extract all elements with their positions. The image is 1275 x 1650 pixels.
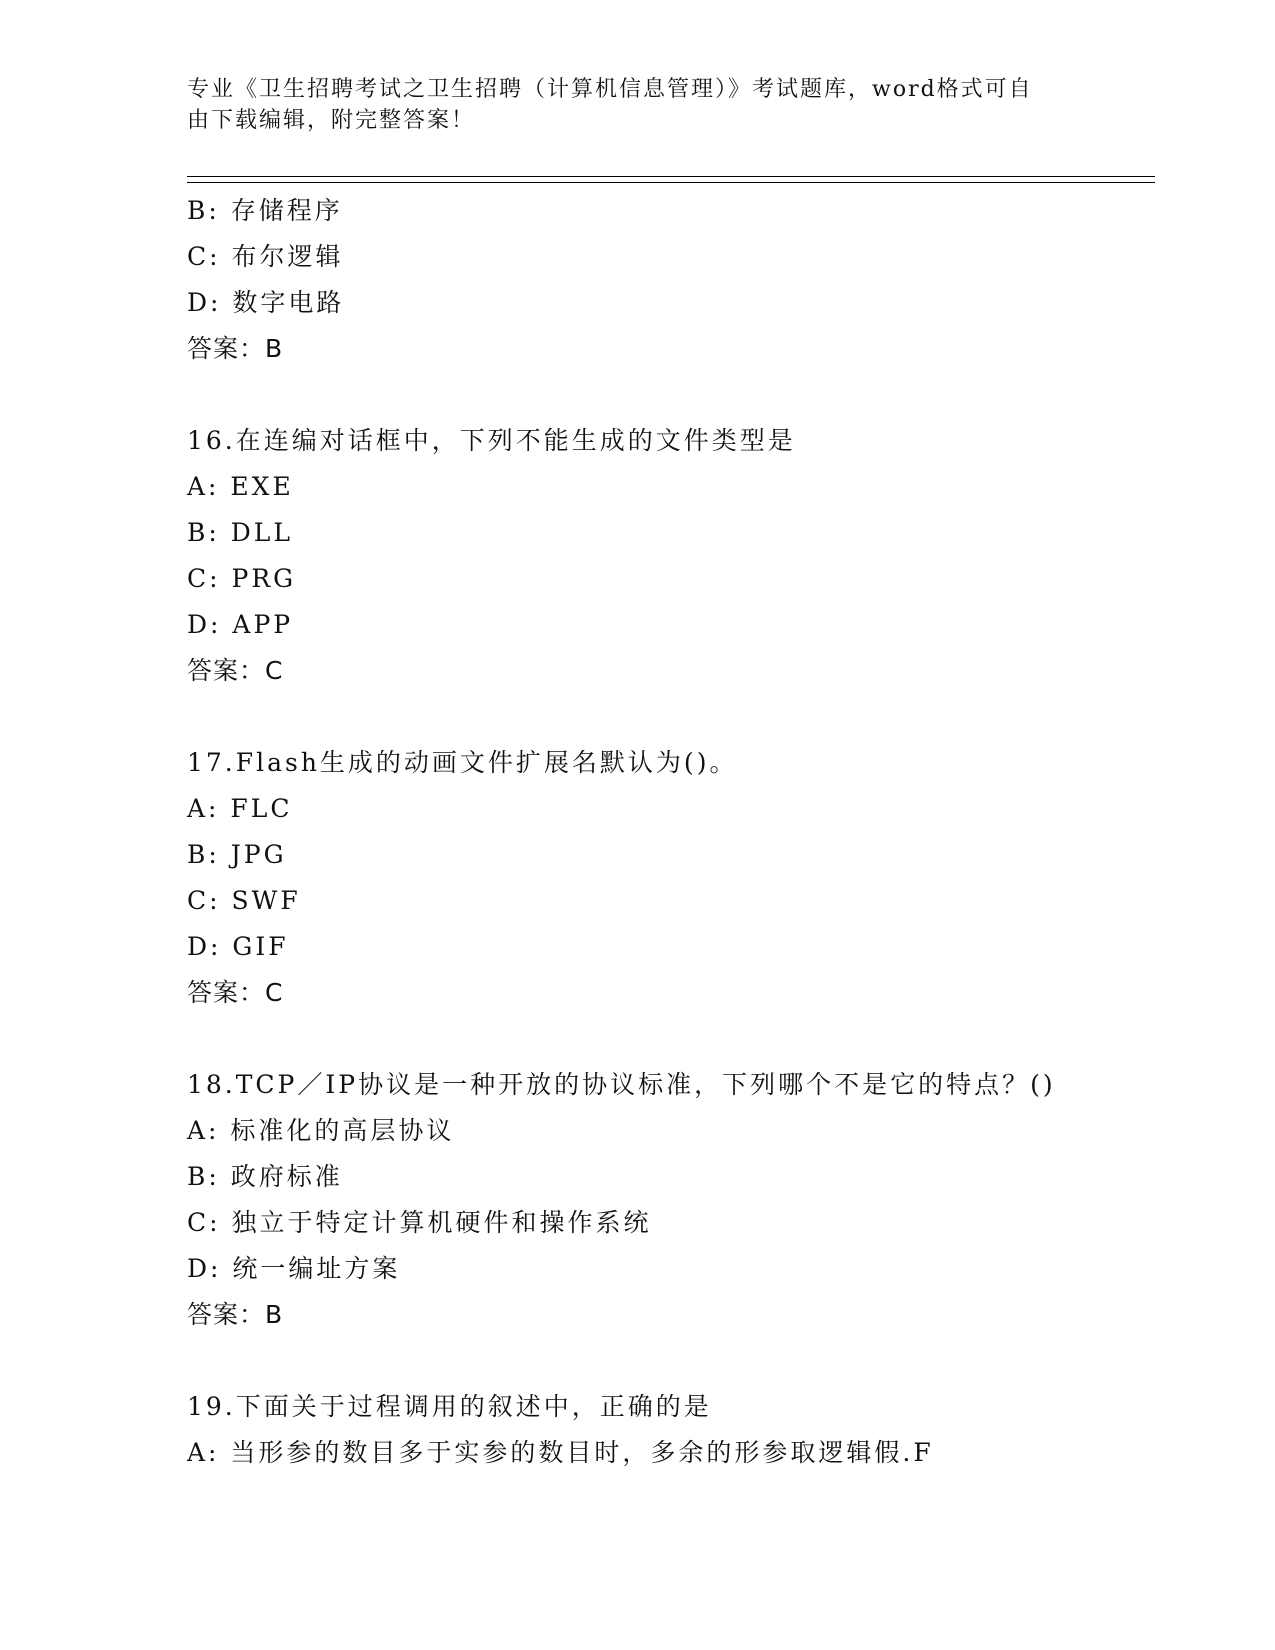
option-b: B: 政府标准 [187,1162,343,1191]
question-17 [187,740,1155,1016]
option-a: A: FLC [187,794,293,823]
question-19 [187,1384,1155,1476]
spacer [187,372,1155,418]
option-b: B: DLL [187,518,293,547]
question-list [187,188,1155,1476]
header-divider-top [187,176,1155,177]
header-title-line-1: 专业《卫生招聘考试之卫生招聘（计算机信息管理）》考试题库，word格式可自 [187,77,1033,102]
question-16 [187,418,1155,694]
answer-line: 答案：C [187,978,284,1007]
header-divider-bottom [187,182,1155,183]
answer-line: 答案：C [187,656,284,685]
option-b: B: 存储程序 [187,196,343,225]
document-header [187,74,1087,136]
option-d: D: 数字电路 [187,288,345,317]
spacer [187,1016,1155,1062]
option-c: C: PRG [187,564,297,593]
question-stem: 19.下面关于过程调用的叙述中，正确的是 [187,1392,712,1421]
header-title-line-2: 由下载编辑，附完整答案！ [187,108,476,133]
option-c: C: 独立于特定计算机硬件和操作系统 [187,1208,652,1237]
question-15-continued [187,188,1155,372]
option-b: B: JPG [187,840,287,869]
answer-line: 答案：B [187,1300,284,1329]
answer-line: 答案：B [187,334,284,363]
option-c: C: 布尔逻辑 [187,242,344,271]
question-stem: 18.TCP／IP协议是一种开放的协议标准，下列哪个不是它的特点？() [187,1070,1056,1099]
option-a: A: EXE [187,472,294,501]
option-c: C: SWF [187,886,301,915]
option-a: A: 标准化的高层协议 [187,1116,455,1145]
spacer [187,1338,1155,1384]
option-a: A: 当形参的数目多于实参的数目时，多余的形参取逻辑假.F [187,1438,934,1467]
option-d: D: 统一编址方案 [187,1254,401,1283]
spacer [187,694,1155,740]
option-d: D: GIF [187,932,289,961]
option-d: D: APP [187,610,294,639]
question-stem: 16.在连编对话框中，下列不能生成的文件类型是 [187,426,796,455]
question-stem: 17.Flash生成的动画文件扩展名默认为()。 [187,748,738,777]
question-18 [187,1062,1155,1338]
